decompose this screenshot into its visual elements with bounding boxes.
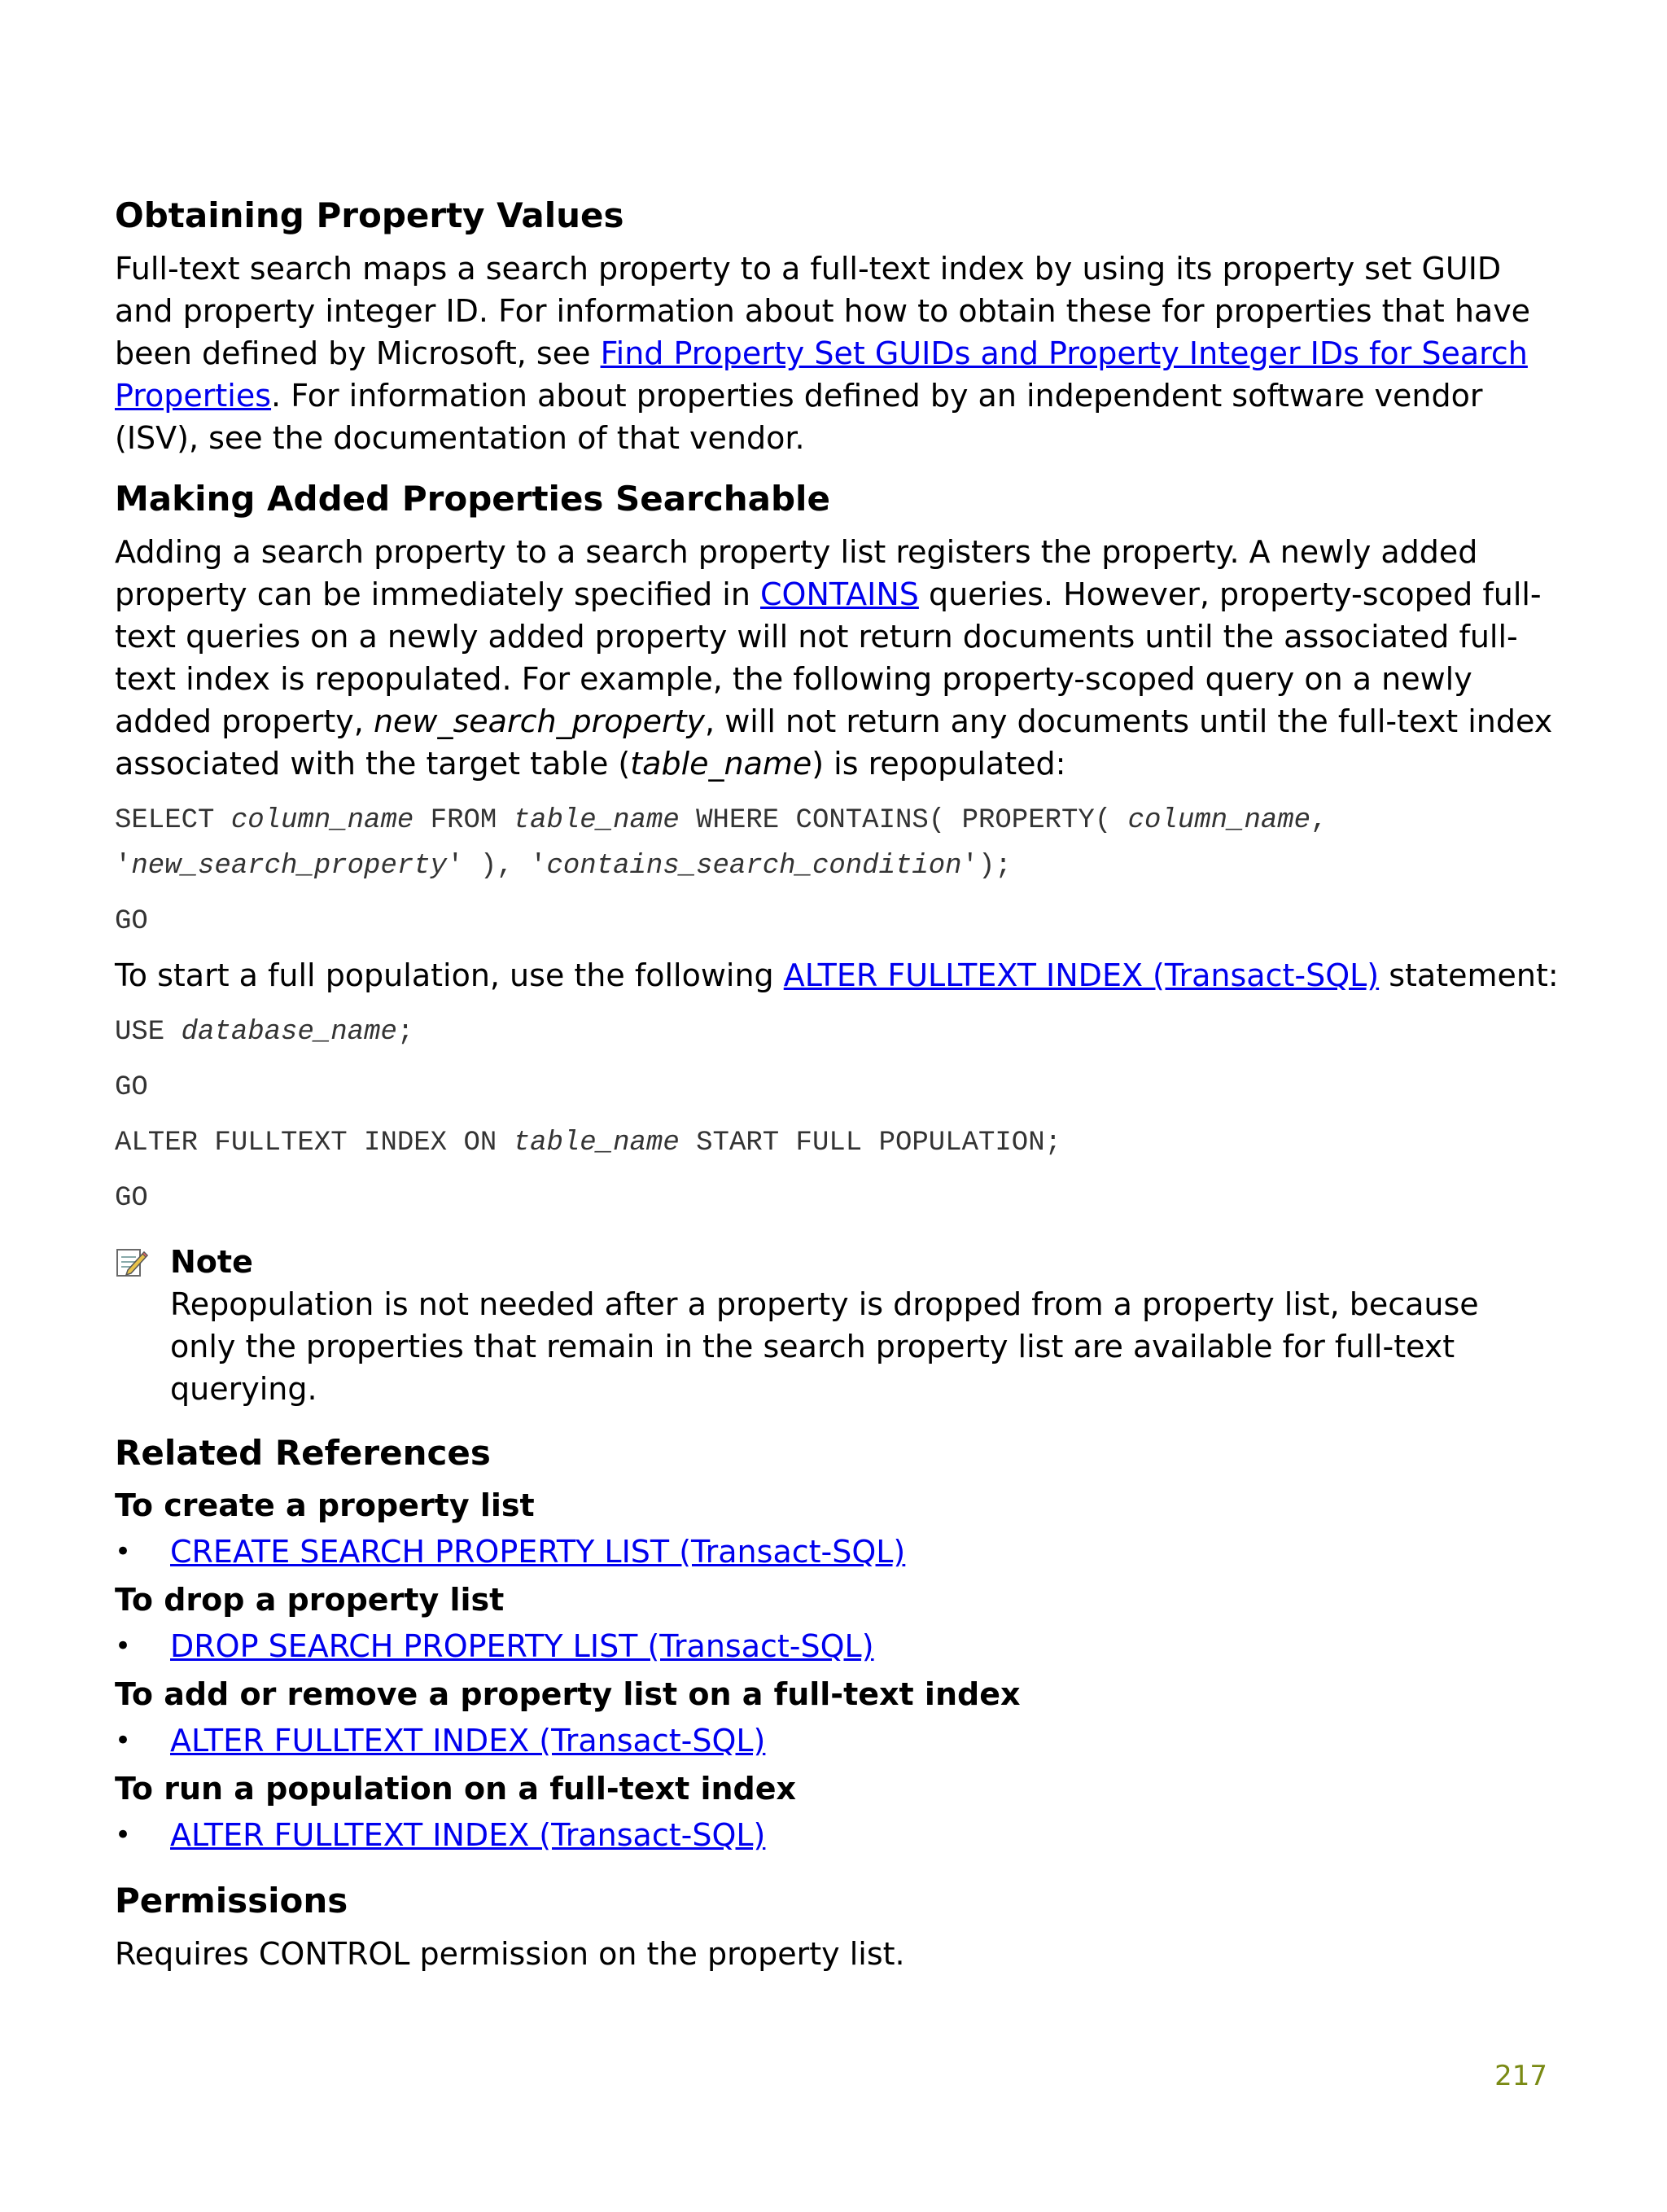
subheading-run-population: To run a population on a full-text index <box>115 1771 797 1807</box>
list-item: • DROP SEARCH PROPERTY LIST (Transact-SQL) <box>115 1628 874 1664</box>
link-find-property-set-guids[interactable]: Find Property Set GUIDs and Property Integer IDs for Search Properties <box>115 335 1528 414</box>
note-box <box>115 1241 1564 1410</box>
paragraph-obtaining: Full-text search maps a search property to a full-text index by using its property set GUID and property integer ID. For information about how to obtain these for properties that have been defined by Microsoft, see Find Property Set GUIDs and Property Integer IDs for Search Properties. For information about properties defined by an independent software vendor (ISV), see the documentation of that vendor. <box>115 251 1531 456</box>
link-drop-search-property-list[interactable]: DROP SEARCH PROPERTY LIST (Transact-SQL) <box>170 1628 874 1664</box>
link-create-search-property-list[interactable]: CREATE SEARCH PROPERTY LIST (Transact-SQL) <box>170 1534 906 1570</box>
code-line: GO <box>115 906 148 937</box>
subheading-drop-property-list: To drop a property list <box>115 1582 505 1618</box>
list-add-remove <box>115 1718 1564 1763</box>
heading-permissions: Permissions <box>115 1881 348 1921</box>
code-line: ALTER FULLTEXT INDEX ON table_name START FULL POPULATION; <box>115 1128 1062 1159</box>
code-line: 'new_search_property' ), 'contains_search_condition'); <box>115 851 1012 882</box>
heading-obtaining-property-values: Obtaining Property Values <box>115 195 624 235</box>
code-line: GO <box>115 1072 148 1103</box>
subheading-create-property-list: To create a property list <box>115 1487 535 1523</box>
list-item: • ALTER FULLTEXT INDEX (Transact-SQL) <box>115 1723 766 1759</box>
note-pencil-icon <box>115 1246 149 1278</box>
link-alter-fulltext-index[interactable]: ALTER FULLTEXT INDEX (Transact-SQL) <box>783 957 1380 993</box>
document-page <box>115 194 1564 1975</box>
link-alter-fulltext-index-add[interactable]: ALTER FULLTEXT INDEX (Transact-SQL) <box>170 1723 766 1759</box>
list-item: • CREATE SEARCH PROPERTY LIST (Transact-SQL) <box>115 1534 906 1570</box>
heading-making-added-properties-searchable: Making Added Properties Searchable <box>115 479 830 519</box>
link-alter-fulltext-index-run[interactable]: ALTER FULLTEXT INDEX (Transact-SQL) <box>170 1817 766 1853</box>
paragraph-making-searchable: Adding a search property to a search property list registers the property. A newly added property can be immediately specified in CONTAINS queries. However, property-scoped full-text queries on a newly added property will not return documents until the associated full-text index is repopulated. For example, the following property-scoped query on a newly added property, new_search_property, will not return any documents until the full-text index associated with the target table (table_name) is repopulated: <box>115 534 1553 782</box>
code-block-alter <box>115 1010 1564 1221</box>
code-block-select <box>115 798 1564 944</box>
list-run-population <box>115 1812 1564 1858</box>
subheading-add-remove-property-list: To add or remove a property list on a full-text index <box>115 1676 1021 1712</box>
code-line: USE database_name; <box>115 1017 414 1048</box>
code-line: GO <box>115 1183 148 1214</box>
list-item: • ALTER FULLTEXT INDEX (Transact-SQL) <box>115 1817 766 1853</box>
note-title: Note <box>170 1244 253 1280</box>
paragraph-permissions: Requires CONTROL permission on the property list. <box>115 1936 905 1972</box>
link-contains[interactable]: CONTAINS <box>760 576 919 612</box>
list-drop <box>115 1623 1564 1669</box>
code-line: SELECT column_name FROM table_name WHERE CONTAINS( PROPERTY( column_name, <box>115 805 1328 836</box>
list-create <box>115 1529 1564 1575</box>
page-number: 217 <box>1494 2060 1547 2092</box>
note-text: Repopulation is not needed after a property is dropped from a property list, because only the properties that remain in the search property list are available for full-text querying. <box>170 1286 1479 1407</box>
paragraph-start-population: To start a full population, use the following ALTER FULLTEXT INDEX (Transact-SQL) statement: <box>115 957 1559 993</box>
heading-related-references: Related References <box>115 1433 491 1473</box>
